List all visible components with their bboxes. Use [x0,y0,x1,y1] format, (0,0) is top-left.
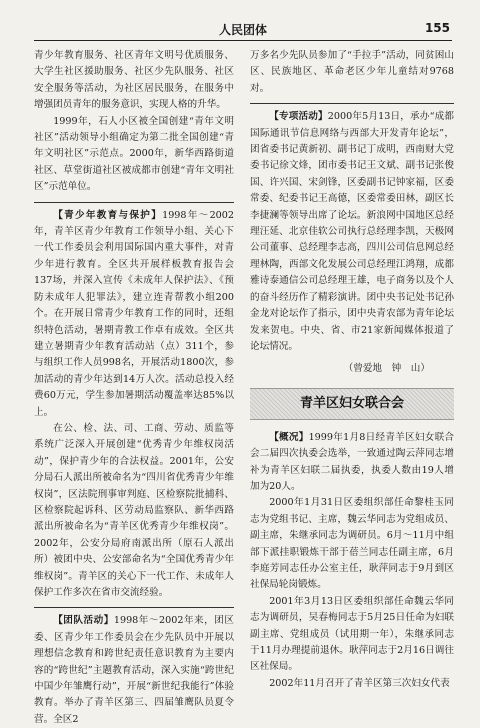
paragraph: 万多名少先队员参加了“手拉手”活动，同贫困山区、民族地区、革命老区少年儿童结对9768对。 [250,50,454,94]
running-title: 人民团体 [218,23,267,37]
entry-text: 1999年1月8日经青羊区妇女联合会二届四次执委会选举，一致通过陶云萍同志增补为青羊区妇联二届执委，执委人数由19人增加为20人。 [250,431,455,492]
paragraph: 1999年，石人小区被全国创建“青年文明社区”活动领导小组确定为第二批全国创建“青年文明社区”示范点。2000年，新华西路街道社区、草堂街道社区被成都市创建“青年文明社区”示范单位。 [34,115,234,193]
entry-text: 1998年～2002年，青羊区青少年教育工作领导小组、关心下一代工作委员会利用国际国内重大事件，对青少年进行教育。全区共开展样板教育报告会137场，并深入宣传《未成年人保护法》、《预防未成年人犯罪法》，建立连青帮教小组200个。在开展日常青少年教育工作的同时，还组织特色活动，暑期青教工作卓有成效。全区共建立暑期青少年教育活动站（点）311个，参与组织工作人员998名，开展活动1800次，参加活动的青少年达到14万人次。活动总投入经费60万元，学生参加暑期活动覆盖率达85%以上。 [34,209,234,418]
paragraph: 青少年教育服务、社区青年文明号优质服务、大学生社区援助服务、社区少先队服务、社区安全服务等活动，为社区居民服务，在服务中增强团员青年的服务意识，实现人格的升华。 [34,50,234,111]
paragraph: 2001年3月13日区委组织部任命魏云华同志为调研员，吴春梅同志于5月25日任命为妇联副主席、党组成员（试用期一年），朱继承同志于11月办理提前退休。耿萍同志于2月16日调往区社保局。 [250,595,454,673]
author-signature: （曾爱地 钟 山） [343,363,430,375]
paragraph: 2002年11月召开了青羊区第三次妇女代表 [269,677,450,689]
entry-text: 2000年5月13日，承办“成都国际通讯节信息网络与西部大开发青年论坛”，团省委书记黄新初、副书记丁成明，西南财大党委书记徐文烽，团市委书记王文斌、副书记张俊国、许兴国、宋剑锋，区委副书记钟家福，区委常委、纪委书记王高德，区委常委田林，副区长李捷澜等领导出席了论坛。新浪网中国地区总经理汪延、北京佳软公司执行总经理李凯，天极网公司董事、总经理李志高，四川公司信息网总经理林陶，西部文化发展公司总经理江鸿翔，成都雅诗泰通信公司总经理王雄，电子商务以及个人的奋斗经历作了精彩演讲。团中央书记处书记孙金龙对论坛作了指示，团中央青农部为青年论坛发来贺电。中央、省、市21家新闻媒体报道了论坛情况。 [250,111,454,352]
section-divider [34,607,234,608]
section-divider [34,202,234,203]
entry-heading: 【专项活动】 [269,111,328,123]
paragraph [34,208,234,421]
paragraph [250,109,454,355]
entry-text: 1998年～2002年来，团区委、区青少年工作委员会在少先队员中开展以理想信念教育和跨世纪责任意识教育为主要内容的“跨世纪”主题教育活动，深入实施“跨世纪中国少年雏鹰行动”，开展“新世纪我能行”体验教育。举办了青羊区第三、四届雏鹰队员夏令营。全区2 [34,615,234,725]
right-column [250,48,455,689]
entry-heading: 【团队活动】 [53,615,114,627]
paragraph [34,613,234,728]
section-divider [250,103,454,104]
paragraph: 在公、检、法、司、工商、劳动、质监等系统广泛深入开展创建“优秀青少年维权岗活动”，保护青少年的合法权益。2001年，公安分局石人派出所被命名为“四川省优秀青少年维权岗”，区法院刑事审判庭、区检察院批捕科、区检察院起诉科、区劳动局监察队、新华西路派出所被命名为“青羊区优秀青少年维权岗”。2002年，公安分局府南派出所（原石人派出所）被团中央、公安部命名为“全国优秀青少年维权岗”。青羊区的关心下一代工作、未成年人保护工作多次在省市交流经验。 [34,422,234,598]
paragraph: 2000年1月31日区委组织部任命黎桂玉同志为党组书记、主席，魏云华同志为党组成员、副主席，朱继承同志为调研员。6月～11月中组部下派挂职锻炼干部于蓓兰同志任副主席，6月李庭芳同志任办公室主任，耿萍同志于9月到区社保局轮岗锻炼。 [250,497,454,591]
paragraph [250,430,454,496]
page-number: 155 [424,21,450,35]
left-column [34,48,234,725]
entry-heading: 【概况】 [269,431,309,443]
entry-heading: 【青少年教育与保护】 [53,209,163,221]
section-title-banner: 青羊区妇女联合会 [250,388,454,420]
page-header [34,18,452,41]
